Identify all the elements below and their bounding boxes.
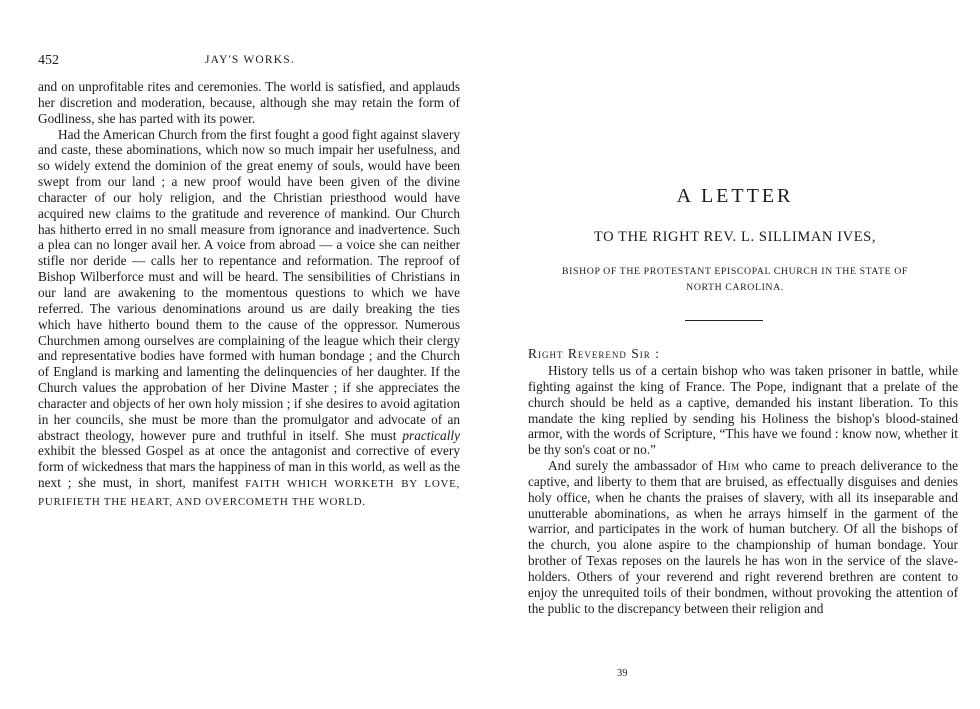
small-caps-him: Him: [717, 458, 740, 474]
paragraph-text: And surely the ambassador of: [548, 458, 718, 474]
left-body-text: [38, 79, 460, 511]
letter-title: A LETTER: [676, 185, 794, 207]
paragraph: and on unprofitable rites and ceremonies. The world is satisfied, and applauds her discretion and moderation, because, although she may retain the form of Godliness, she has parted with its power.: [38, 79, 460, 126]
subtitle-line: BISHOP OF THE PROTESTANT EPISCOPAL CHURCH IN THE STATE OF: [562, 266, 908, 277]
subtitle-line: NORTH CAROLINA.: [686, 282, 784, 293]
signature-mark: 39: [617, 668, 628, 679]
addressee-line: TO THE RIGHT REV. L. SILLIMAN IVES,: [593, 229, 877, 245]
right-page: [490, 0, 980, 709]
paragraph-text: Had the American Church from the first fought a good fight against slavery and caste, these abominations, which now so much impair her usefulness, and so widely extend the dominion of the great enemy of souls, would have been swept from our land ; a new proof would have been given of the divine character of our holy religion, and the Christian priesthood would have acquired new claims to the gratitude and reverence of mankind. Our Church has hitherto erred in no small measure from ignorance and inadvertence. Such a plea can no longer avail her. A voice from abroad — a voice she can neither stifle nor deride — calls her to repentance and reformation. The reproof of Bishop Wilberforce must and will be heard. The sensibilities of Christians in our land are awakening to the momentous questions to which we have referred. The various denominations around us are daily breaking the ties which have hitherto bound them to the cause of the oppressor. Numerous Churchmen among ourselves are complaining of the league which their clergy and representative bodies have formed with human bondage ; and the Church of England is marking and lamenting the delinquencies of her daughter. If the Church values the approbation of her Divine Master ; if she appreciates the character and objects of her own holy mission ; if she desires to avoid agitation in her councils, she must be more than the promulgator and advocate of an abstract theology, however pure and truthful in itself. She must: [38, 126, 460, 443]
paragraph-text: who came to preach deliverance to the captive, and liberty to them that are bruised, as effectually disguises and denies holy office, when he chants the praises of slavery, with all its inseparable and unutterable abominations, as when he arrays himself in the garment of the warrior, and participates in the work of human butchery. Of all the bishops of the church, you alone aspire to the championship of human bondage. Your brother of Texas reposes on the laurels he has won in the service of the slave-holders. Others of your reverend and right reverend brethren are content to enjoy the unrequited toils of their bondmen, without provoking the attention of the public to the discrepancy between their religion and: [528, 458, 958, 616]
paragraph: [38, 127, 460, 511]
salutation: Right Reverend Sir :: [528, 346, 660, 361]
running-title: JAY'S WORKS.: [205, 54, 295, 66]
emphasis-word: practically: [402, 427, 460, 443]
divider-rule: [685, 320, 763, 321]
page-number: 452: [38, 53, 59, 68]
paragraph: History tells us of a certain bishop who was taken prisoner in battle, while fighting against the king of France. The Pope, indignant that a prelate of the church should be held as a captive, demanded his instant liberation. To this mandate the king replied by sending his Holiness the bishop's blood-stained armor, with the words of Scripture, “This have we found : know now, whether it be thy son's coat or no.”: [528, 363, 958, 458]
paragraph-text: exhibit the blessed Gospel as at once the antagonist and corrective of every form of wickedness that mars the happiness of man in this world, as well as the next ; she must, in short, manifest: [38, 443, 460, 491]
paragraph: [528, 458, 958, 616]
small-caps-closing: FAITH WHICH WORKETH BY LOVE, PURIFIETH THE HEART, AND OVERCOMETH THE WORLD.: [38, 478, 460, 508]
right-body-text: [528, 363, 958, 617]
subtitle: [520, 264, 950, 296]
